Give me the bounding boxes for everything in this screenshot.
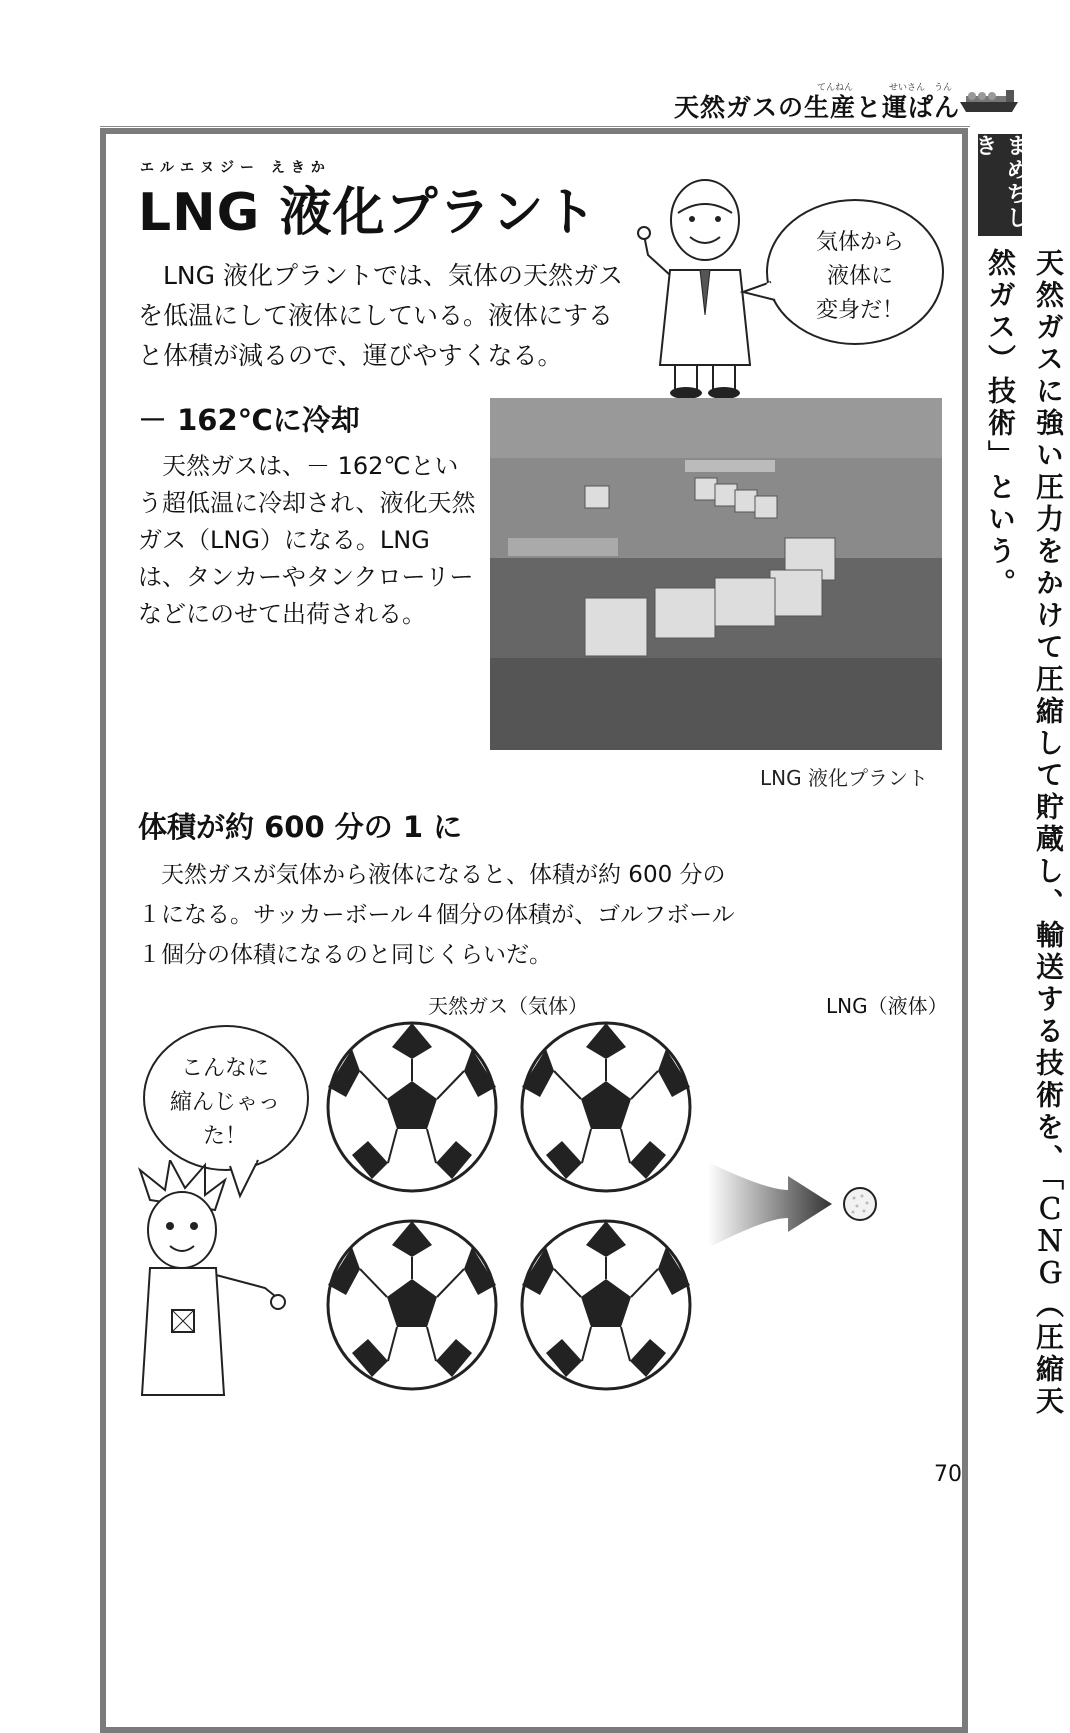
mamechishiki-label: まめちしき <box>978 134 1022 236</box>
side-note-text: 天然ガスに強い圧力をかけて圧縮して貯蔵し、輸送する技術を、「ＣＮＧ（圧縮天然ガス）技術」という。 <box>984 248 1065 1418</box>
section-body-volume: 天然ガスが気体から液体になると、体積が約 600 分の１になる。サッカーボール４個分の体積が、ゴルフボール１個分の体積になるのと同じくらいだ。 <box>138 862 735 968</box>
header-title: 天然ガスの生産と運ぱん <box>673 93 960 122</box>
boy-bubble-line: こんなに <box>180 1056 269 1081</box>
header-ruby: てんねん せいさん うん <box>816 83 952 93</box>
golf-ball-icon <box>842 1186 878 1222</box>
man-bubble-line: 変身だ！ <box>815 298 904 323</box>
lng-label: LNG（液体） <box>826 994 948 1018</box>
section-body-cooling: 天然ガスは、－ 162℃という超低温に冷却され、液化天然ガス（LNG）になる。LNG は、タンカーやタンクローリーなどにのせて出荷される。 <box>138 452 476 628</box>
gas-label: 天然ガス（気体） <box>428 994 588 1018</box>
shrink-arrow <box>706 1160 836 1250</box>
man-bubble-line: 気体から <box>815 230 904 255</box>
page-title: LNG 液化プラント <box>138 183 598 243</box>
lng-plant-photo <box>490 398 942 750</box>
photo-caption: LNG 液化プラント <box>760 766 928 790</box>
section-title-cooling: － 162℃に冷却 <box>138 403 360 437</box>
tanker-ship-icon <box>958 84 1022 114</box>
boy-illustration <box>120 1160 290 1400</box>
soccer-balls-group <box>320 1015 700 1395</box>
intro-paragraph: LNG 液化プラントでは、気体の天然ガスを低温にして液体にしている。液体にすると体積が減るので、運びやすくなる。 <box>138 261 623 370</box>
boy-bubble-line: 縮んじゃった！ <box>169 1090 280 1149</box>
section-title-volume: 体積が約 600 分の 1 に <box>138 810 463 844</box>
page-number: 70 <box>934 1462 962 1487</box>
man-bubble-line: 液体に <box>826 264 893 289</box>
title-ruby: エルエヌジー えきか <box>140 160 331 176</box>
header-rule <box>100 126 970 127</box>
